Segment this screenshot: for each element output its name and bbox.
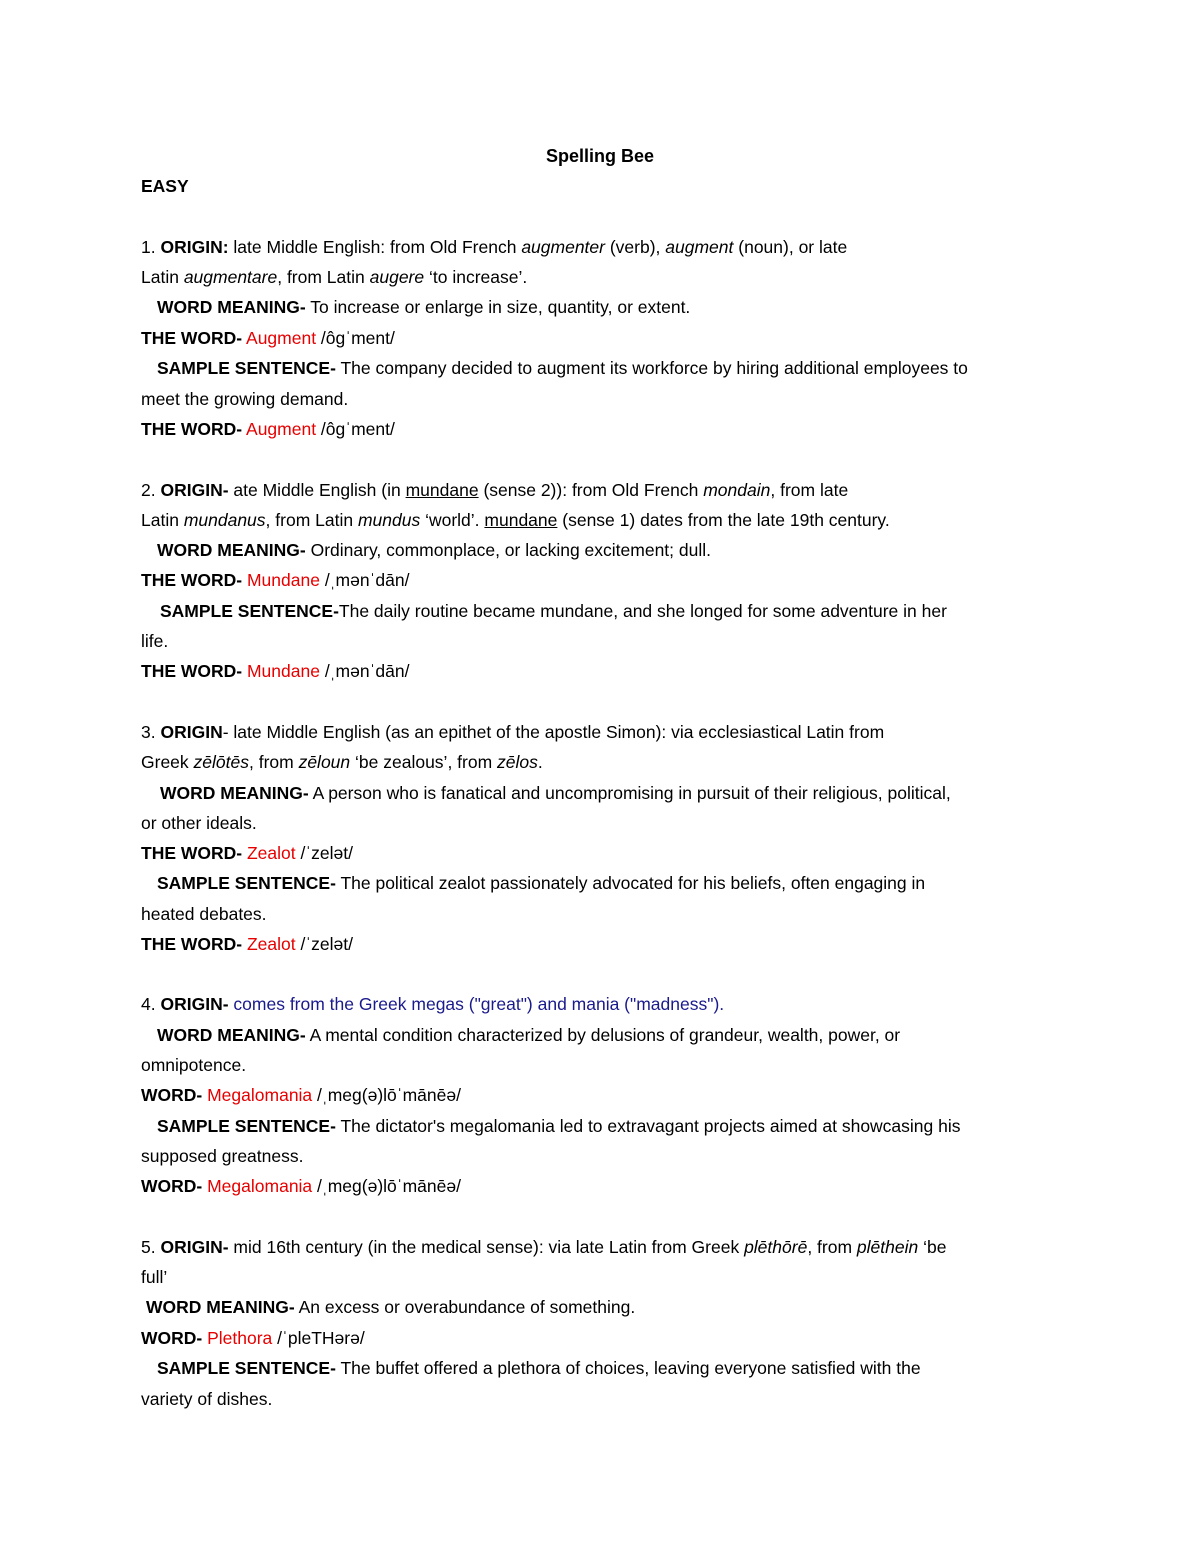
level-heading: EASY	[141, 176, 189, 196]
entry-1-sentence-line1: SAMPLE SENTENCE- The company decided to augment its workforce by hiring additional employees to	[157, 358, 968, 378]
word-label: THE WORD-	[141, 328, 243, 348]
entry-3-origin-line2: Greek zēlōtēs, from zēloun ‘be zealous’, from zēlos.	[141, 752, 543, 772]
pronunciation: /ˌmeɡ(ə)lōˈmānēə/	[312, 1176, 461, 1196]
page-title: Spelling Bee	[545, 146, 655, 166]
entry-4-origin-line1: 4. ORIGIN- comes from the Greek megas ("great") and mania ("madness").	[141, 994, 725, 1014]
entry-5-sentence-line2: variety of dishes.	[141, 1389, 273, 1409]
pronunciation: /ˌmənˈdān/	[319, 570, 410, 590]
pronunciation: /ˈzelət/	[295, 934, 354, 954]
entry-5-sentence-line1: SAMPLE SENTENCE- The buffet offered a plethora of choices, leaving everyone satisfied with the	[157, 1358, 921, 1378]
origin-label: ORIGIN-	[160, 1237, 229, 1257]
entry-2-meaning: WORD MEANING- Ordinary, commonplace, or lacking excitement; dull.	[157, 540, 711, 560]
sentence-label: SAMPLE SENTENCE-	[157, 1116, 336, 1136]
origin-label: ORIGIN-	[160, 480, 229, 500]
entry-2-word-repeat	[141, 658, 1080, 684]
meaning-label: WORD MEANING-	[146, 1297, 295, 1317]
sentence-label: SAMPLE SENTENCE-	[160, 601, 339, 621]
pronunciation: /ôɡˈment/	[316, 328, 395, 348]
spelling-word: Megalomania	[207, 1176, 313, 1196]
pronunciation: /ˌmənˈdān/	[319, 661, 410, 681]
entry-4-word	[141, 1082, 1080, 1108]
sentence-label: SAMPLE SENTENCE-	[157, 873, 336, 893]
entry-3-sentence-line2: heated debates.	[141, 904, 267, 924]
entry-5-meaning: WORD MEANING- An excess or overabundance of something.	[146, 1297, 636, 1317]
spelling-word: Augment	[246, 419, 317, 439]
pronunciation: /ˌmeɡ(ə)lōˈmānēə/	[312, 1085, 461, 1105]
entry-1-origin-line1: 1. ORIGIN: late Middle English: from Old French augmenter (verb), augment (noun), or late	[141, 237, 848, 257]
entry-2-word	[141, 567, 1080, 593]
entry-3-origin-line1: 3. ORIGIN- late Middle English (as an epithet of the apostle Simon): via ecclesiastical Latin from	[141, 722, 885, 742]
spelling-word: Zealot	[246, 934, 296, 954]
word-label: THE WORD-	[141, 661, 243, 681]
spelling-word: Zealot	[246, 843, 296, 863]
spelling-word: Mundane	[246, 570, 320, 590]
entry-1-origin-line2: Latin augmentare, from Latin augere ‘to increase’.	[141, 267, 528, 287]
entry-1-sentence-line2: meet the growing demand.	[141, 389, 349, 409]
sentence-label: SAMPLE SENTENCE-	[157, 1358, 336, 1378]
entry-3-meaning-line2: or other ideals.	[141, 813, 257, 833]
origin-label: ORIGIN	[160, 722, 223, 742]
spelling-word: Megalomania	[207, 1085, 313, 1105]
entry-2-origin-line1: 2. ORIGIN- ate Middle English (in mundane (sense 2)): from Old French mondain, from late	[141, 480, 849, 500]
entry-5-origin-line2: full’	[141, 1267, 168, 1287]
word-label: THE WORD-	[141, 419, 243, 439]
sentence-label: SAMPLE SENTENCE-	[157, 358, 336, 378]
entry-4-word-repeat	[141, 1173, 1080, 1199]
meaning-label: WORD MEANING-	[160, 783, 309, 803]
entry-1-meaning: WORD MEANING- To increase or enlarge in size, quantity, or extent.	[157, 297, 691, 317]
pronunciation: /ˈzelət/	[295, 843, 354, 863]
entry-2-sentence-line1: SAMPLE SENTENCE-The daily routine became mundane, and she longed for some adventure in her	[160, 601, 947, 621]
pronunciation: /ˈpleTHərə/	[272, 1328, 365, 1348]
entry-2-origin-line2: Latin mundanus, from Latin mundus ‘world’. mundane (sense 1) dates from the late 19th century.	[141, 510, 890, 530]
word-label: THE WORD-	[141, 934, 243, 954]
entry-3-word	[141, 840, 1080, 866]
word-label: WORD-	[141, 1085, 203, 1105]
entry-5-origin-line1: 5. ORIGIN- mid 16th century (in the medical sense): via late Latin from Greek plēthōrē, from plēthein ‘be	[141, 1237, 947, 1257]
entry-3-sentence-line1: SAMPLE SENTENCE- The political zealot passionately advocated for his beliefs, often engaging in	[157, 873, 926, 893]
entry-4-meaning-line2: omnipotence.	[141, 1055, 247, 1075]
entry-3-meaning-line1: WORD MEANING- A person who is fanatical and uncompromising in pursuit of their religious, political,	[160, 783, 951, 803]
word-label: THE WORD-	[141, 843, 243, 863]
pronunciation: /ôɡˈment/	[316, 419, 395, 439]
spelling-word: Augment	[246, 328, 317, 348]
entry-5-word	[141, 1325, 1080, 1351]
entry-1-word	[141, 325, 1080, 351]
word-label: THE WORD-	[141, 570, 243, 590]
word-label: WORD-	[141, 1176, 203, 1196]
origin-label: ORIGIN:	[160, 237, 229, 257]
entry-4-meaning-line1: WORD MEANING- A mental condition characterized by delusions of grandeur, wealth, power, or	[157, 1025, 901, 1045]
meaning-label: WORD MEANING-	[157, 540, 306, 560]
meaning-label: WORD MEANING-	[157, 297, 306, 317]
origin-label: ORIGIN-	[160, 994, 229, 1014]
meaning-label: WORD MEANING-	[157, 1025, 306, 1045]
entry-4-sentence-line2: supposed greatness.	[141, 1146, 304, 1166]
entry-1-word-repeat	[141, 416, 1080, 442]
entry-3-word-repeat	[141, 931, 1080, 957]
entry-2-sentence-line2: life.	[141, 631, 169, 651]
spelling-word: Plethora	[207, 1328, 273, 1348]
spelling-word: Mundane	[246, 661, 320, 681]
word-label: WORD-	[141, 1328, 203, 1348]
entry-4-sentence-line1: SAMPLE SENTENCE- The dictator's megalomania led to extravagant projects aimed at showcasing his	[157, 1116, 961, 1136]
